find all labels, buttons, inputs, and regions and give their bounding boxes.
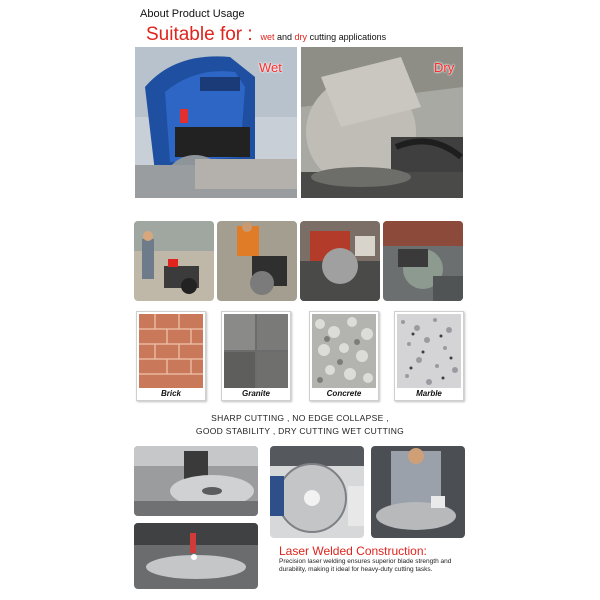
worker-floor-saw-photo xyxy=(217,221,297,301)
material-card-granite xyxy=(221,311,291,401)
wet-label: Wet xyxy=(259,60,282,75)
material-card-concrete xyxy=(309,311,379,401)
laser-description: Precision laser welding ensures superior blade strength and durability, making it ideal for heavy-duty cutting tasks. xyxy=(279,558,452,573)
suitable-prefix: Suitable for : xyxy=(146,24,253,45)
material-label-marble: Marble xyxy=(416,389,442,398)
feature-text xyxy=(0,412,600,438)
material-label-brick: Brick xyxy=(160,389,181,398)
and-word: and xyxy=(277,32,293,42)
laser-machine-photo xyxy=(134,446,258,516)
handheld-saw-photo xyxy=(383,221,463,301)
material-label-concrete: Concrete xyxy=(326,389,362,398)
material-card-marble xyxy=(394,311,464,401)
concrete-cutting-photo xyxy=(300,221,380,301)
suitable-for-line xyxy=(146,24,386,46)
laser-title: Laser Welded Construction: xyxy=(279,544,427,558)
dry-label: Dry xyxy=(434,60,455,75)
blade-inspection-photo xyxy=(270,446,364,538)
worker-holding-blade-photo xyxy=(371,446,465,538)
worker-road-saw-photo xyxy=(134,221,214,301)
material-label-granite: Granite xyxy=(241,389,270,398)
material-card-brick xyxy=(136,311,206,401)
suffix-text: cutting applications xyxy=(309,32,387,42)
dry-word: dry xyxy=(294,32,308,42)
laser-welding-photo xyxy=(134,523,258,589)
wet-word: wet xyxy=(260,32,275,42)
section-heading: About Product Usage xyxy=(140,8,245,20)
feature-line-1: SHARP CUTTING , NO EDGE COLLAPSE , xyxy=(211,413,389,423)
wet-cutting-photo xyxy=(135,47,297,198)
feature-line-2: GOOD STABILITY , DRY CUTTING WET CUTTING xyxy=(195,426,405,436)
dry-cutting-photo xyxy=(301,47,463,198)
